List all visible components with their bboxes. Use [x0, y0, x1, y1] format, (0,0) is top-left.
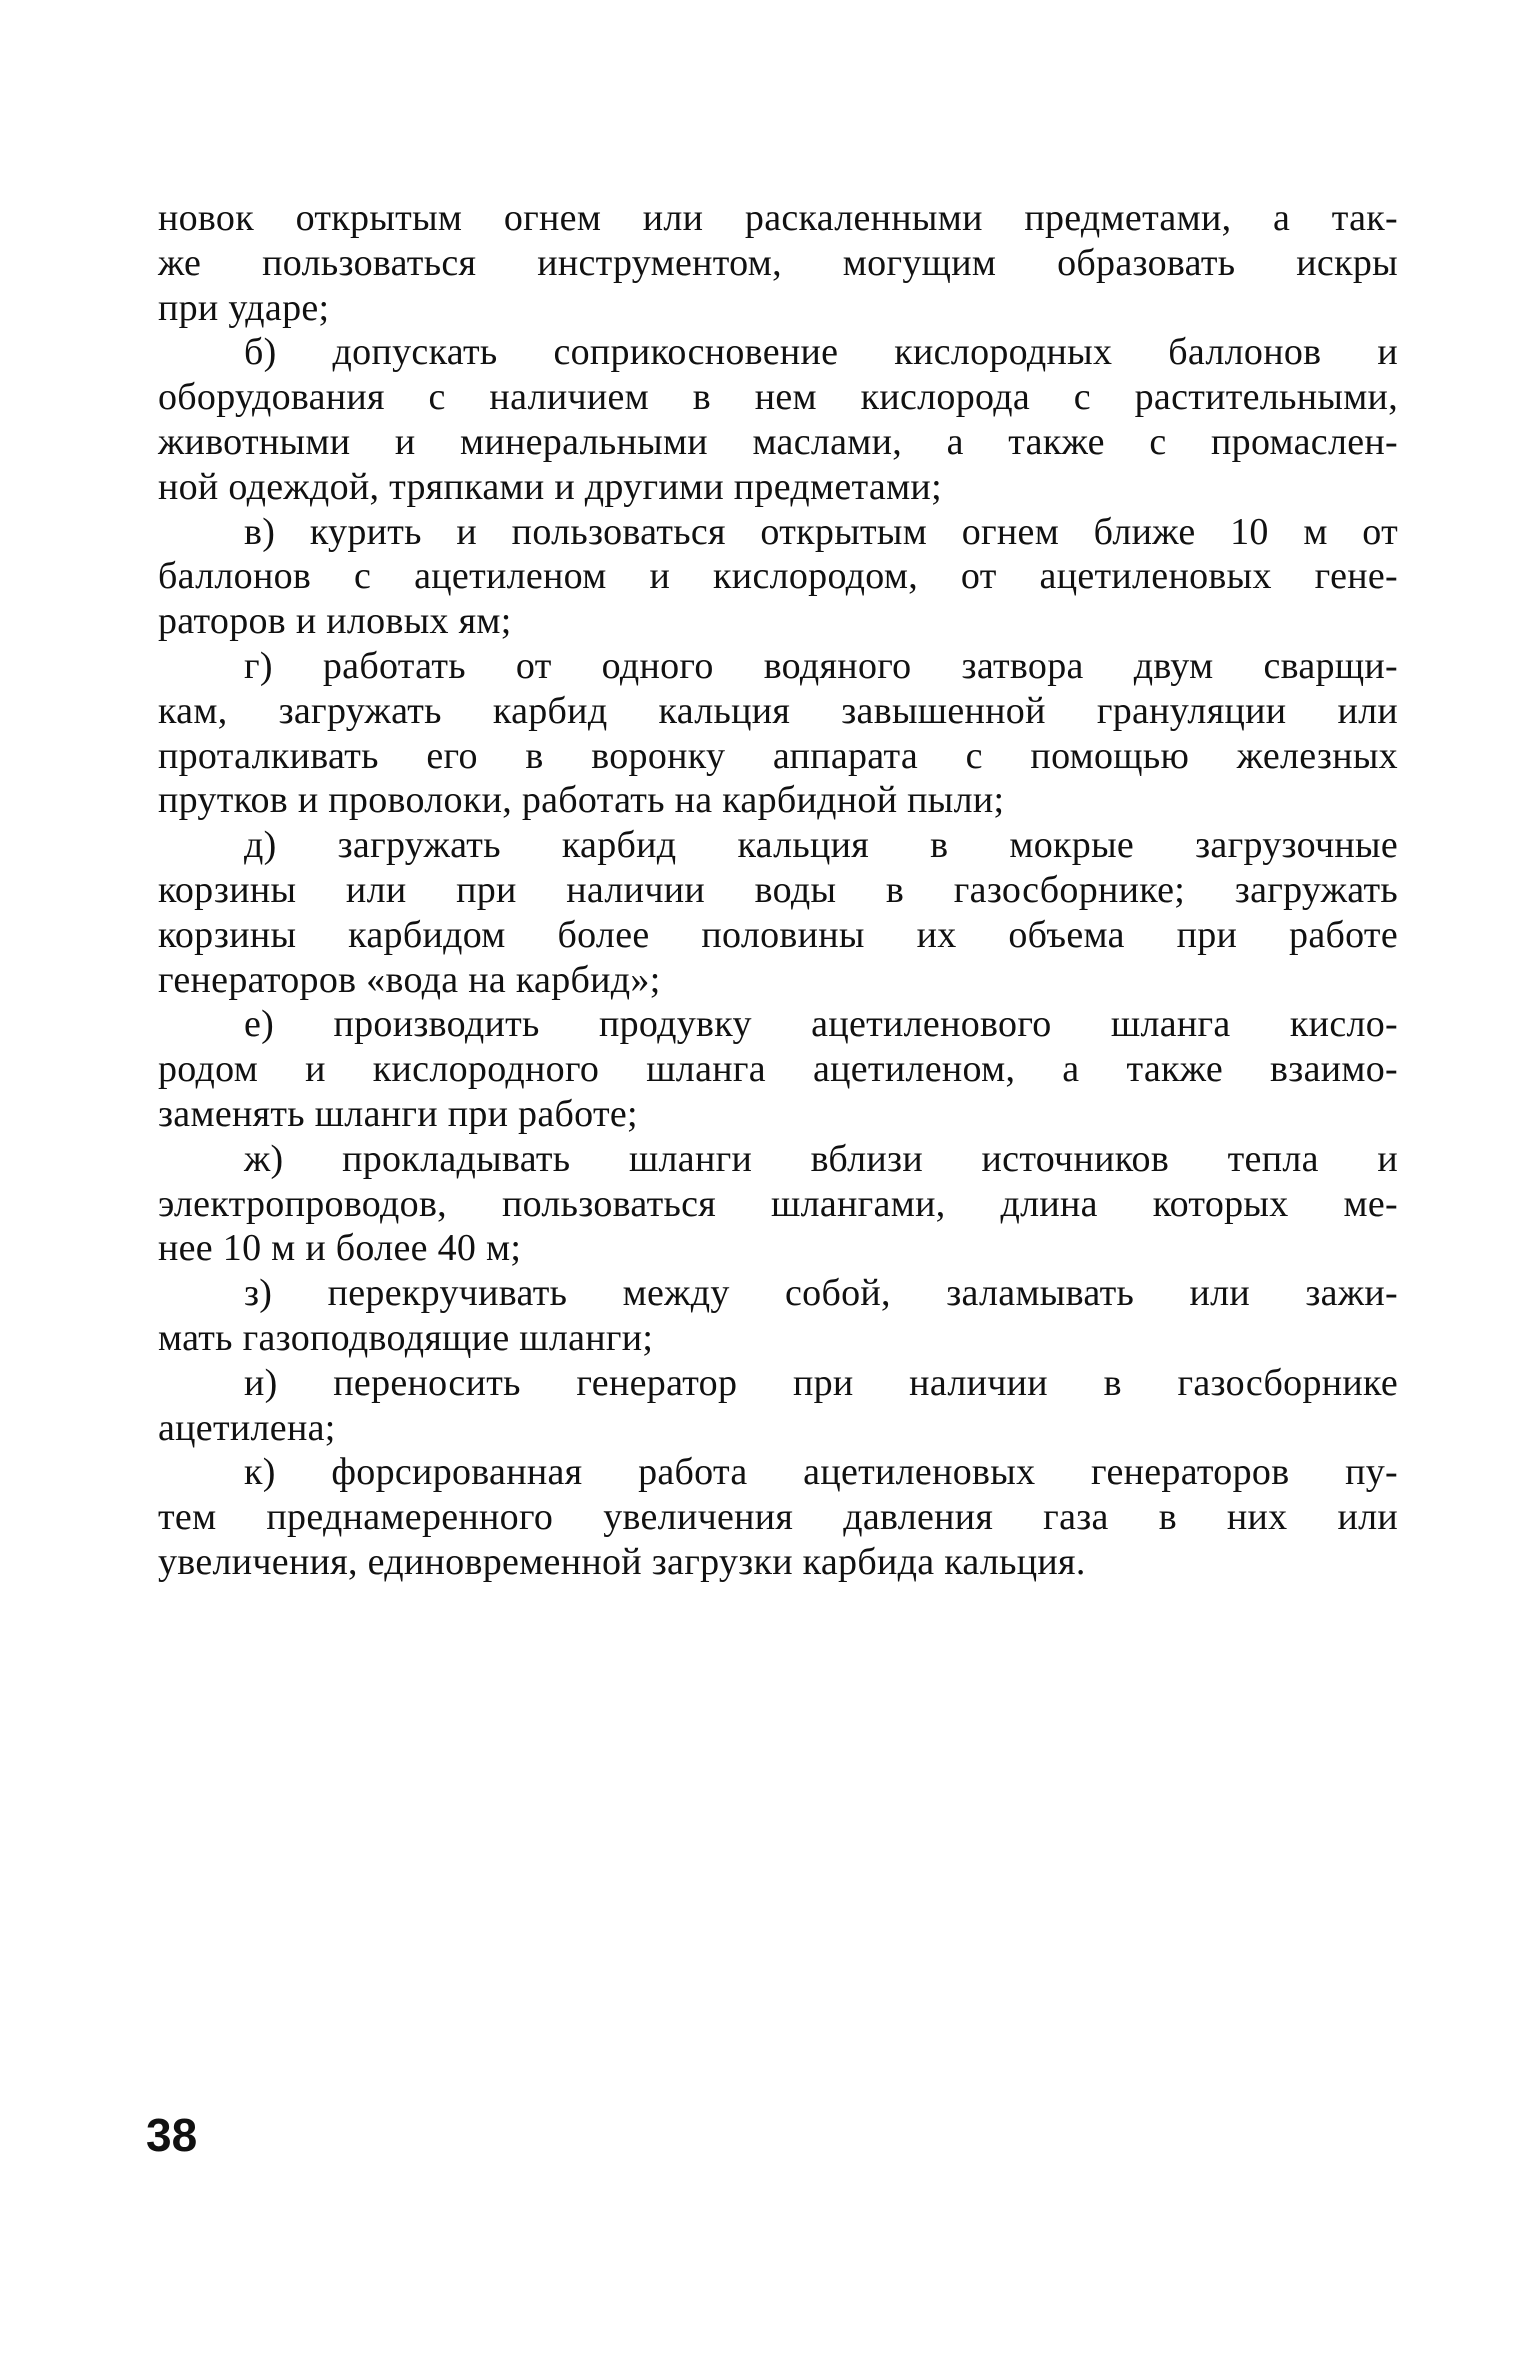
text-line: ж) прокладывать шланги вблизи источников тепла и — [244, 1137, 1398, 1180]
text-line: проталкивать его в воронку аппарата с помощью железных — [158, 734, 1398, 777]
text-line: ной одеждой, тряпками и другими предметами; — [158, 465, 942, 508]
text-line: е) производить продувку ацетиленового шланга кисло- — [244, 1003, 1398, 1046]
text-line: корзины или при наличии воды в газосборнике; загружать — [158, 868, 1398, 911]
text-line: тем преднамеренного увеличения давления газа в них или — [158, 1496, 1398, 1539]
text-line: нее 10 м и более 40 м; — [158, 1227, 522, 1270]
text-line: и) переносить генератор при наличии в газосборнике — [244, 1361, 1398, 1404]
text-line: баллонов с ацетиленом и кислородом, от ацетиленовых гене- — [158, 555, 1398, 598]
text-line: новок открытым огнем или раскаленными предметами, а так- — [158, 197, 1398, 239]
text-line: генераторов «вода на карбид»; — [158, 958, 661, 1001]
body-text — [158, 196, 1398, 1585]
text-line: прутков и проволоки, работать на карбидной пыли; — [158, 779, 1005, 822]
text-line: б) допускать соприкосновение кислородных баллонов и — [244, 331, 1398, 374]
text-line: заменять шланги при работе; — [158, 1092, 638, 1135]
text-line: родом и кислородного шланга ацетиленом, а также взаимо- — [158, 1048, 1398, 1091]
text-line: мать газоподводящие шланги; — [158, 1316, 654, 1359]
text-line: раторов и иловых ям; — [158, 600, 512, 643]
text-line: з) перекручивать между собой, заламывать или зажи- — [244, 1272, 1398, 1315]
text-line: ацетилена; — [158, 1406, 336, 1449]
text-line: животными и минеральными маслами, а также с промаслен- — [158, 420, 1398, 463]
text-line: д) загружать карбид кальция в мокрые загрузочные — [244, 824, 1398, 867]
text-line: в) курить и пользоваться открытым огнем ближе 10 м от — [244, 510, 1398, 553]
text-line: электропроводов, пользоваться шлангами, длина которых ме- — [158, 1182, 1398, 1225]
page-number: 38 — [146, 2109, 198, 2161]
text-line: при ударе; — [158, 286, 330, 329]
text-line: оборудования с наличием в нем кислорода с растительными, — [158, 376, 1398, 419]
text-line: же пользоваться инструментом, могущим образовать искры — [158, 241, 1398, 284]
text-line: кам, загружать карбид кальция завышенной грануляции или — [158, 689, 1398, 732]
text-line: к) форсированная работа ацетиленовых генераторов пу- — [244, 1451, 1398, 1494]
text-line: корзины карбидом более половины их объема при работе — [158, 913, 1398, 956]
text-line: г) работать от одного водяного затвора двум сварщи- — [244, 644, 1398, 687]
text-line: увеличения, единовременной загрузки карбида кальция. — [158, 1540, 1086, 1583]
